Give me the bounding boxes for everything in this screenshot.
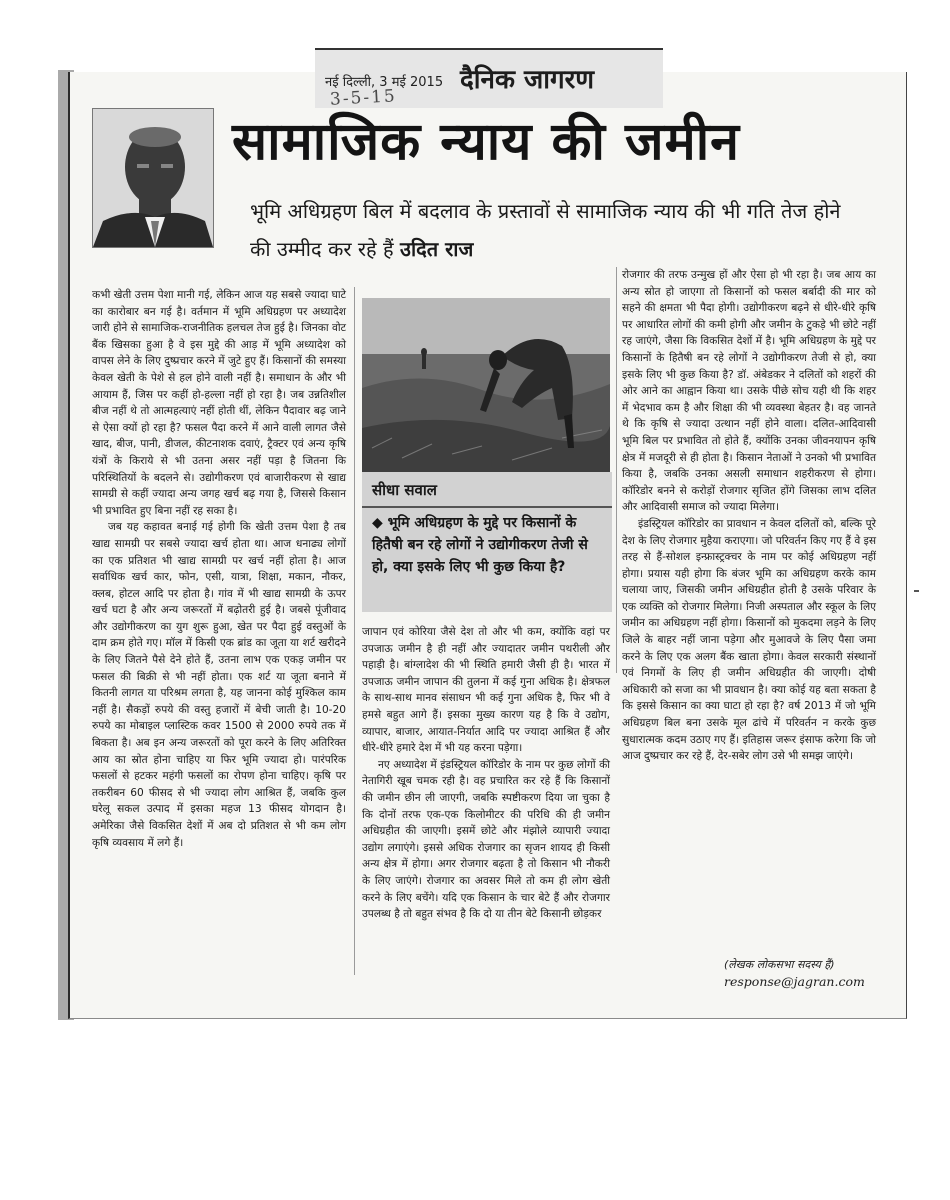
- dateline: नई दिल्ली, 3 मई 2015: [325, 75, 444, 90]
- newspaper-brand: दैनिक जागरण: [460, 65, 595, 95]
- author-photo: [92, 108, 214, 248]
- article-column-1: [92, 287, 346, 851]
- paragraph: जब यह कहावत बनाई गई होगी कि खेती उत्तम पेशा है तब खाद्य सामग्री पर सबसे ज्यादा खर्च होता था। आज धनाढ्य लोगों का एक प्रतिशत भी खाद्य सामग्री पर खर्च नहीं होता है। आज सर्वाधिक खर्च कार, फोन, एसी, यात्रा, शिक्षा, मकान, नौकर, क्लब, होटल आदि पर होता है। गांव में भी खाद्य सामग्री के ऊपर खर्च घटा है और अन्य जरूरतों में बढ़ोतरी हुई है। जबसे पूंजीवाद और उद्योगीकरण का युग शुरू हुआ, खेत पर पैदा हुई वस्तुओं के दाम क्रम होते गए। मॉल में किसी एक ब्रांड का जूता या शर्ट खरीदने के लिए जितने पैसे देने होते हैं, उतना लाभ एक एकड़ जमीन पर फसल की बिक्री से भी नहीं होता। एक शर्ट या जूता बनाने में कितनी लागत या परिश्रम लगता है, यह जानना कोई मुश्किल काम नहीं है। सैकड़ों रुपये की वस्तु हजारों में बेची जाती है। 10-20 रुपये का मोबाइल प्लास्टिक कवर 1500 से 2000 रुपये तक में बिकता है। अब इन अन्य जरूरतों को पूरा करने के लिए अतिरिक्त आय का स्रोत होना चाहिए या फिर भूमि ज्यादा हो। पारंपरिक फसलों से हटकर महंगी फसलों का रोपण होना चाहिए। कृषि पर तकरीबन 60 फीसद से भी ज्यादा लोग आश्रित हैं, जबकि कुल घरेलू सकल उत्पाद में इसका महज 13 फीसद योगदान है। अमेरिका जैसे विकसित देशों में अब दो प्रतिशत से भी कम लोग कृषि व्यवसाय में लगे हैं।: [92, 521, 346, 849]
- column-divider: [354, 287, 355, 975]
- paragraph: कभी खेती उत्तम पेशा मानी गई, लेकिन आज यह सबसे ज्यादा घाटे का कारोबार बन गई है। वर्तमान में भूमि अधिग्रहण पर अध्यादेश जारी होने से सामाजिक-राजनीतिक हलचल तेज हुई है। जिनका वोट बैंक खिसका हुआ है वे इस मुद्दे की आड़ में भूमि अध्यादेश को वापस लेने के लिए दुष्प्रचार करने में जुटे हुए हैं। किसानों की समस्या केवल खेती के पेशे से हल होने वाली नहीं है। समाधान के और भी आयाम हैं, जिस पर कहीं हो-हल्ला नहीं हो रहा है। जब उन्नतिशील बीज नहीं थे तो आत्महत्याएं नहीं होती थीं, लेकिन पैदावार बढ़ जाने से ऐसा क्यों हो रहा है? फसल पैदा करने में आने वाली लागत जैसे खाद, बीज, पानी, डीजल, कीटनाशक दवाएं, ट्रैक्टर एवं अन्य कृषि यंत्रों के किराये से भी उतना असर नहीं पड़ा है जितना कि परिस्थितियों के बदलने से। उद्योगीकरण एवं बाजारीकरण से खाद्य सामग्री से कहीं ज्यादा अन्य जगह खर्च बढ़ गया है, जिससे किसान भी प्रभावित हुए बिना नहीं रह सका है।: [92, 289, 346, 517]
- box-question-text: भूमि अधिग्रहण के मुद्दे पर किसानों के हितैषी बन रहे लोगों ने उद्योगीकरण तेजी से हो, क्या इसके लिए भी कुछ किया है?: [372, 515, 588, 575]
- deck-subtitle: [250, 192, 850, 268]
- response-email[interactable]: response@jagran.com: [724, 974, 865, 989]
- box-question: [372, 512, 604, 578]
- paragraph: रोजगार की तरफ उन्मुख हों और ऐसा हो भी रहा है। जब आय का अन्य स्रोत हो जाएगा तो किसानों को फसल बर्बादी की मार को सहने की क्षमता भी पैदा होगी। उद्योगीकरण बढ़ने से धीरे-धीरे कृषि पर आधारित लोगों की कमी होगी और जमीन के टुकड़े भी छोटे नहीं रह जाएंगे, जैसा कि विकसित देशों में है। भूमि अधिग्रहण के मुद्दे पर किसानों के हितैषी बन रहे लोगों ने उद्योगीकरण तेजी से हो, क्या इसके लिए भी कुछ किया है? डॉ. अंबेडकर ने दलितों को शहरों की ओर आने का आह्वान किया था। उसके पीछे सोच यही थी कि शहर में भेदभाव कम है और शिक्षा की भी व्यवस्था बेहतर है। वह जानते थे कि कृषि से ज्यादा उत्थान नहीं होने वाला। दलित-आदिवासी भूमि बिल पर प्रभावित तो होते हैं, क्योंकि उनका जीवनयापन कृषि क्षेत्र में मजदूरी से ही होता है। किसान नेताओं ने उनको भी प्रभावित किया है, जबकि उनका असली समाधान शहरीकरण से होगा। कॉरिडोर बनने से करोड़ों रोजगार सृजित होंगे जिसका लाभ दलित और आदिवासी समाज को ज्यादा मिलेगा।: [622, 269, 876, 514]
- field-photo: [362, 298, 610, 472]
- deck-text: भूमि अधिग्रहण बिल में बदलाव के प्रस्तावों से सामाजिक न्याय की भी गति तेज होने की उम्मीद कर रहे हैं: [250, 199, 841, 261]
- box-title: सीधा सवाल: [372, 481, 437, 499]
- paragraph: जापान एवं कोरिया जैसे देश तो और भी कम, क्योंकि वहां पर उपजाऊ जमीन है ही नहीं और ज्यादातर जमीन पथरीली और पहाड़ी है। बांग्लादेश की भी स्थिति हमारी जैसी ही है। भारत में उपजाऊ जमीन जापान की तुलना में कई गुना अधिक है। क्षेत्रफल के साथ-साथ मानव संसाधन भी कई गुना अधिक है, फिर भी वे हमसे बहुत आगे हैं। इसका मुख्य कारण यह है कि वे उद्योग, व्यापार, बाजार, आयात-निर्यात आदि पर ज्यादा आश्रित हैं और धीरे-धीरे हमारे देश में भी यह करना पड़ेगा।: [362, 626, 610, 755]
- paragraph: नए अध्यादेश में इंडस्ट्रियल कॉरिडोर के नाम पर कुछ लोगों की नेतागिरी खूब चमक रही है। वह प्रचारित कर रहे हैं कि किसानों की जमीन छीन ली जाएगी, जबकि स्पष्टीकरण दिया जा चुका है कि दोनों तरफ एक-एक किलोमीटर की परिधि की ही जमीन अधिग्रहीत की जाएगी। इसमें छोटे और मंझोले व्यापारी ज्यादा उद्योग लगाएंगे। इससे अधिक रोजगार का सृजन शायद ही किसी अन्य क्षेत्र में होगा। अगर रोजगार बढ़ता है तो किसान भी नौकरी के लिए जाएंगे। रोजगार का अवसर मिले तो कम ही लोग खेती करने के लिए बचेंगे। यदि एक किसान के चार बेटे हैं और रोजगार उपलब्ध है तो बहुत संभव है कि दो या तीन बेटे किसानी छोड़कर: [362, 758, 610, 921]
- scan-speck: [914, 590, 919, 592]
- handwritten-date: 3-5-15: [329, 86, 398, 110]
- diamond-bullet-icon: ◆: [372, 515, 388, 531]
- article-column-3: [622, 267, 876, 765]
- article-column-2: [362, 624, 610, 923]
- box-divider: [362, 506, 612, 508]
- paragraph: इंडस्ट्रियल कॉरिडोर का प्रावधान न केवल दलितों को, बल्कि पूरे देश के लिए रोजगार मुहैया कराएगा। जो परिवर्तन किए गए हैं वे इस तरह से हैं-सोशल इन्फ्रास्ट्रक्चर के नाम पर कोई अधिग्रहण नहीं होगा। प्रयास यही होगा कि बंजर भूमि का अधिग्रहण करके काम चलाया जाए, जिसकी जमीन अधिग्रहीत होती है उसके परिवार के एक व्यक्ति को रोजगार मिलेगा। निजी अस्पताल और स्कूल के लिए जमीन का अधिग्रहण नहीं होगा। किसानों को मुकदमा लड़ने के लिए जिले के बाहर नहीं जाना पड़ेगा और मुआवजे के लिए पैसा जमा करने के लिए एक अलग बैंक खाता होगा। केवल सरकारी संस्थानों एवं निगमों के लिए ही जमीन अधिग्रहीत की जाएगी। दोषी अधिकारी को सजा का भी प्रावधान है। क्या कोई यह बता सकता है कि इससे किसान का क्या घाटा हो रहा है? वर्ष 2013 में जो भूमि अधिग्रहण बिल बना उसके मूल ढांचे में परिवर्तन न करके कुछ सुधारात्मक कदम उठाए गए हैं। इतिहास जरूर इंसाफ करेगा कि जो आज दुष्प्रचार कर रहे हैं, देर-सबेर लोग उसे भी समझ जाएंगे।: [622, 517, 876, 763]
- author-portrait-icon: [93, 109, 213, 247]
- column-divider: [616, 267, 617, 673]
- headline: सामाजिक न्याय की जमीन: [232, 112, 741, 172]
- deck-author: उदित राज: [400, 237, 474, 261]
- author-note: (लेखक लोकसभा सदस्य हैं): [724, 958, 835, 971]
- farm-laborer-photo-icon: [362, 298, 610, 472]
- sidha-sawal-box: [362, 472, 612, 612]
